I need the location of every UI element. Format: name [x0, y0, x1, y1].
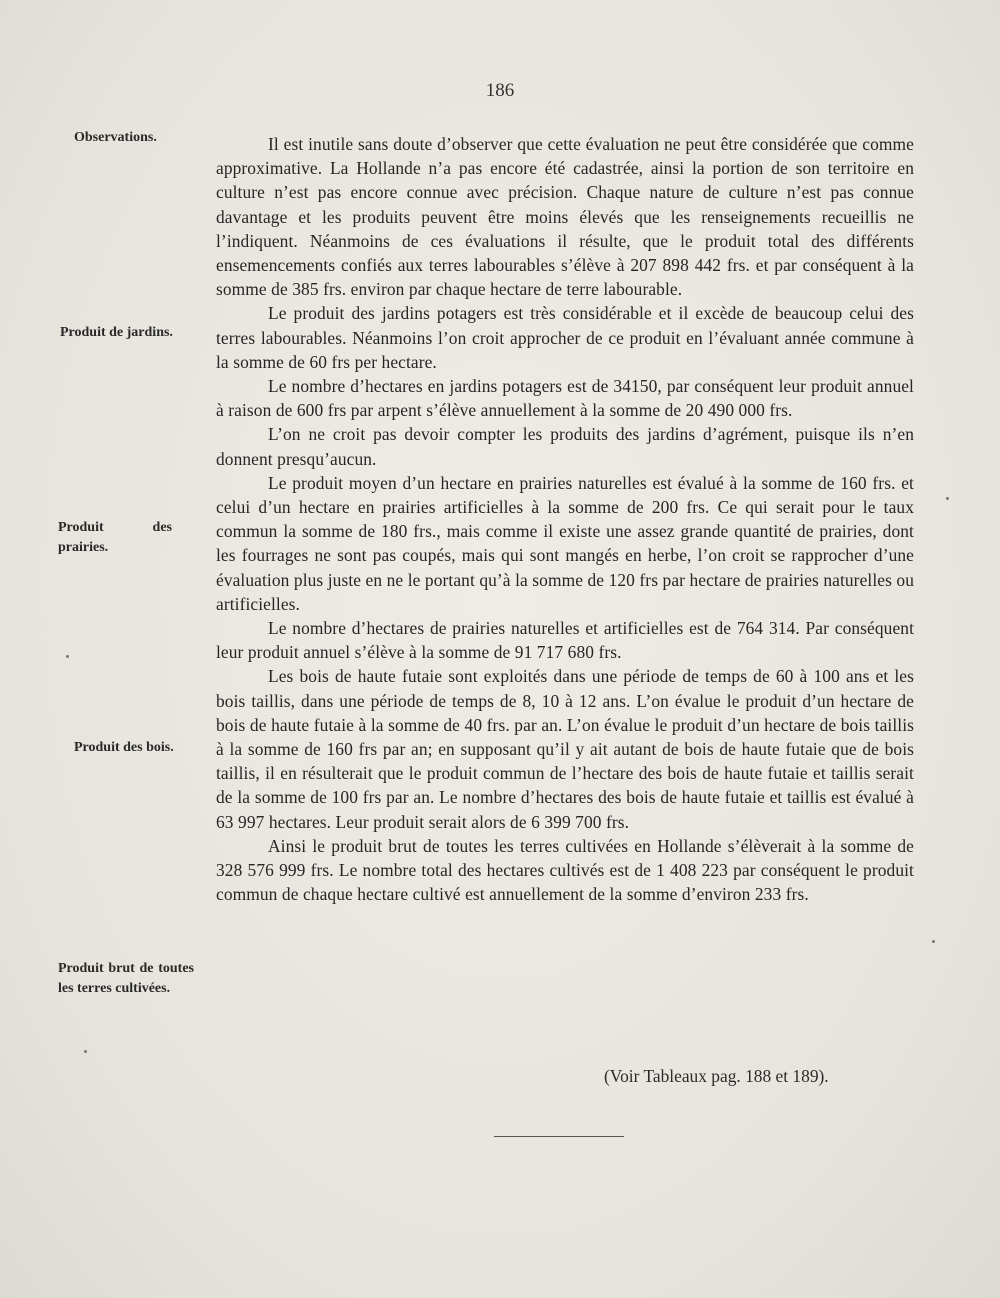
- paragraph-prairies: Le produit moyen d’un hectare en prairies naturelles est évalué à la somme de 160 frs. et celui d’un hectare en prairies artificielles à la somme de 200 frs. Ce qui serait pour le taux commun la somme de 180 frs., mais comme il existe une assez grande quantité de prairies, dont les fourrages ne sont pas coupés, mais qui sont mangés en herbe, l’on croit se rapprocher d’une évaluation plus juste en ne le portant qu’à la somme de 120 frs par hectare de prairies naturelles ou artificielles.: [216, 472, 914, 614]
- side-note-produit-brut: Produit brut de toutes les terres cultivées.: [58, 961, 194, 996]
- paper-speck: [66, 655, 69, 658]
- paragraph-jardins: Le produit des jardins potagers est très considérable et il excède de beaucoup celui des terres labourables. Néanmoins l’on croit approcher de ce produit en l’évaluant année commune à la somme de 60 frs per hectare.: [216, 303, 914, 372]
- side-note-bois: Produit des bois.: [74, 740, 174, 755]
- paragraph-jardins-agrement: L’on ne croit pas devoir compter les produits des jardins d’agrément, puisque ils n’en donnent presqu’aucun.: [216, 424, 914, 469]
- end-rule: [494, 1136, 624, 1137]
- paragraph-bois: Les bois de haute futaie sont exploités dans une période de temps de 60 à 100 ans et les bois taillis, dans une période de temps de 8, 10 à 12 ans. L’on évalue le produit d’un hectare de bois de haute futaie à la somme de 40 frs. par an. L’on évalue le produit d’un hectare de bois taillis à la somme de 160 frs par an; en supposant qu’il y ait autant de bois de haute futaie que de bois taillis, il en résulterait que le produit commun de l’hectare des bois de haute futaie et taillis serait de la somme de 100 frs par an. Le nombre d’hectares des bois de haute futaie et taillis est évalué à 63 997 hectares. Leur produit serait alors de 6 399 700 frs.: [216, 666, 914, 832]
- paragraph-observations: Il est inutile sans doute d’observer que cette évaluation ne peut être considérée que comme approximative. La Hollande n’a pas encore été cadastrée, ainsi la portion de son territoire en culture n’est pas encore connue avec précision. Chaque nature de culture n’est pas connue davantage et les produits peuvent être moins élevés que les renseignements recueillis ne l’indiquent. Néanmoins de ces évaluations il résulte, que le produit total des différents ensemencements confiés aux terres labourables s’élève à 207 898 442 frs. et par conséquent à la somme de 385 frs. environ par chaque hectare de terre labourable.: [216, 134, 914, 300]
- paper-speck: [932, 940, 935, 943]
- main-text: [216, 132, 914, 907]
- paragraph-produit-brut: Ainsi le produit brut de toutes les terres cultivées en Hollande s’élèverait à la somme de 328 576 999 frs. Le nombre total des hectares cultivés est de 1 408 223 par conséquent le produit commun de chaque hectare cultivé est annuellement de la somme d’environ 233 frs.: [216, 835, 914, 905]
- paragraph-jardins-hectares: Le nombre d’hectares en jardins potagers est de 34150, par conséquent leur produit annuel à raison de 600 frs par arpent s’élève annuellement à la somme de 20 490 000 frs.: [216, 376, 914, 421]
- side-note-jardins: Produit de jardins.: [60, 325, 173, 340]
- side-note-prairies: Produit des prairies.: [58, 520, 172, 555]
- paragraph-prairies-hectares: Le nombre d’hectares de prairies naturelles et artificielles est de 764 314. Par conséquent leur produit annuel s’élève à la somme de 91 717 680 frs.: [216, 618, 914, 663]
- paper-speck: [946, 497, 949, 500]
- page-number: 186: [485, 80, 515, 101]
- table-reference: (Voir Tableaux pag. 188 et 189).: [604, 1066, 829, 1086]
- paper-speck: [84, 1050, 87, 1053]
- side-note-observations: Observations.: [74, 130, 157, 145]
